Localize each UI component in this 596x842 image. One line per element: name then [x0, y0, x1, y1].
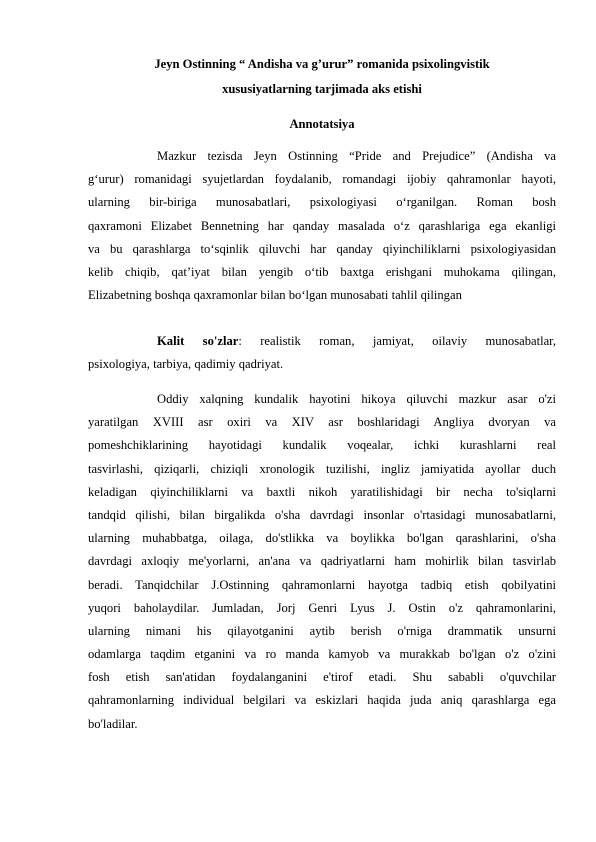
- keywords-paragraph: [88, 330, 556, 376]
- body-line: davrdagi axloqiy me'yorlarni, an'ana va qadriyatlarni ham mohirlik bilan tasvirlab: [88, 554, 556, 569]
- keywords-label: Kalit so'zlar: [157, 334, 239, 348]
- keywords-line-1: [88, 330, 556, 353]
- document-title-line-1: Jeyn Ostinning “ Andisha va g’urur” romanida psixolingvistik: [154, 57, 490, 71]
- body-line: bo'ladilar.: [88, 716, 138, 731]
- body-line: keladigan qiyinchiliklarni va baxtli nikoh yaratilishidagi bir necha to'siqlarni: [88, 484, 556, 499]
- document-title-line-2: xususiyatlarning tarjimada aks etishi: [222, 82, 422, 96]
- body-line: qahramonlarning individual belgilari va eskizlari haqida juda aniq qarashlarga ega: [88, 693, 556, 708]
- annotation-heading: Annotatsiya: [289, 117, 355, 131]
- keywords-line-2: psixologiya, tarbiya, qadimiy qadriyat.: [88, 357, 284, 372]
- annotation-paragraph: [88, 145, 556, 307]
- body-line: pomeshchiklarining hayotidagi kundalik voqealar, ichki kurashlarni real: [88, 438, 556, 453]
- body-line: tasvirlashi, qiziqarli, chiziqli xronologik tuzilishi, ingliz jamiyatida ayollar duch: [88, 461, 556, 476]
- annotation-line: ularning bir-biriga munosabatlari, psixologiyasi o‘rganilgan. Roman bosh: [88, 195, 556, 210]
- body-line: ularning nimani his qilayotganini aytib berish o'rniga drammatik unsurni: [88, 623, 556, 638]
- annotation-line: va bu qarashlarga to‘sqinlik qiluvchi har qanday qiyinchiliklarni psixologiyasidan: [88, 241, 556, 256]
- body-line: ularning muhabbatga, oilaga, do'stlikka va boylikka bo'lgan qarashlarini, o'sha: [88, 531, 556, 546]
- annotation-line: g‘urur) romanidagi syujetlardan foydalanib, romandagi ijobiy qahramonlar hayoti,: [88, 172, 556, 187]
- keywords-list-start: : realistik roman, jamiyat, oilaviy munosabatlar,: [238, 334, 557, 348]
- body-line: odamlarga taqdim etganini va ro manda kamyob va murakkab bo'lgan o'z o'zini: [88, 647, 556, 662]
- body-paragraph: [88, 388, 556, 736]
- annotation-line: Elizabetning boshqa qaxramonlar bilan bo‘lgan munosabati tahlil qilingan: [88, 288, 462, 303]
- body-line: yaratilgan XVIII asr oxiri va XIV asr boshlaridagi Angliya dvoryan va: [88, 415, 556, 430]
- body-line: beradi. Tanqidchilar J.Ostinning qahramonlarni hayotga tadbiq etish qobilyatini: [88, 577, 556, 592]
- body-line: yuqori baholaydilar. Jumladan, Jorj Genri Lyus J. Ostin o'z qahramonlarini,: [88, 600, 556, 615]
- body-line: Oddiy xalqning kundalik hayotini hikoya qiluvchi mazkur asar o'zi: [157, 392, 556, 406]
- annotation-line: kelib chiqib, qat’iyat bilan yengib o‘tib baxtga erishgani muhokama qilingan,: [88, 264, 556, 279]
- annotation-line: Mazkur tezisda Jeyn Ostinning “Pride and Prejudice” (Andisha va: [157, 149, 556, 163]
- annotation-line: qaxramoni Elizabet Bennetning har qanday masalada o‘z qarashlariga ega ekanligi: [88, 218, 556, 233]
- body-line: tandqid qilishi, bilan birgalikda o'sha davrdagi insonlar o'rtasidagi munosabatlarni,: [88, 507, 556, 522]
- body-line: fosh etish san'atidan foydalanganini e'tirof etadi. Shu sababli o'quvchilar: [88, 670, 556, 685]
